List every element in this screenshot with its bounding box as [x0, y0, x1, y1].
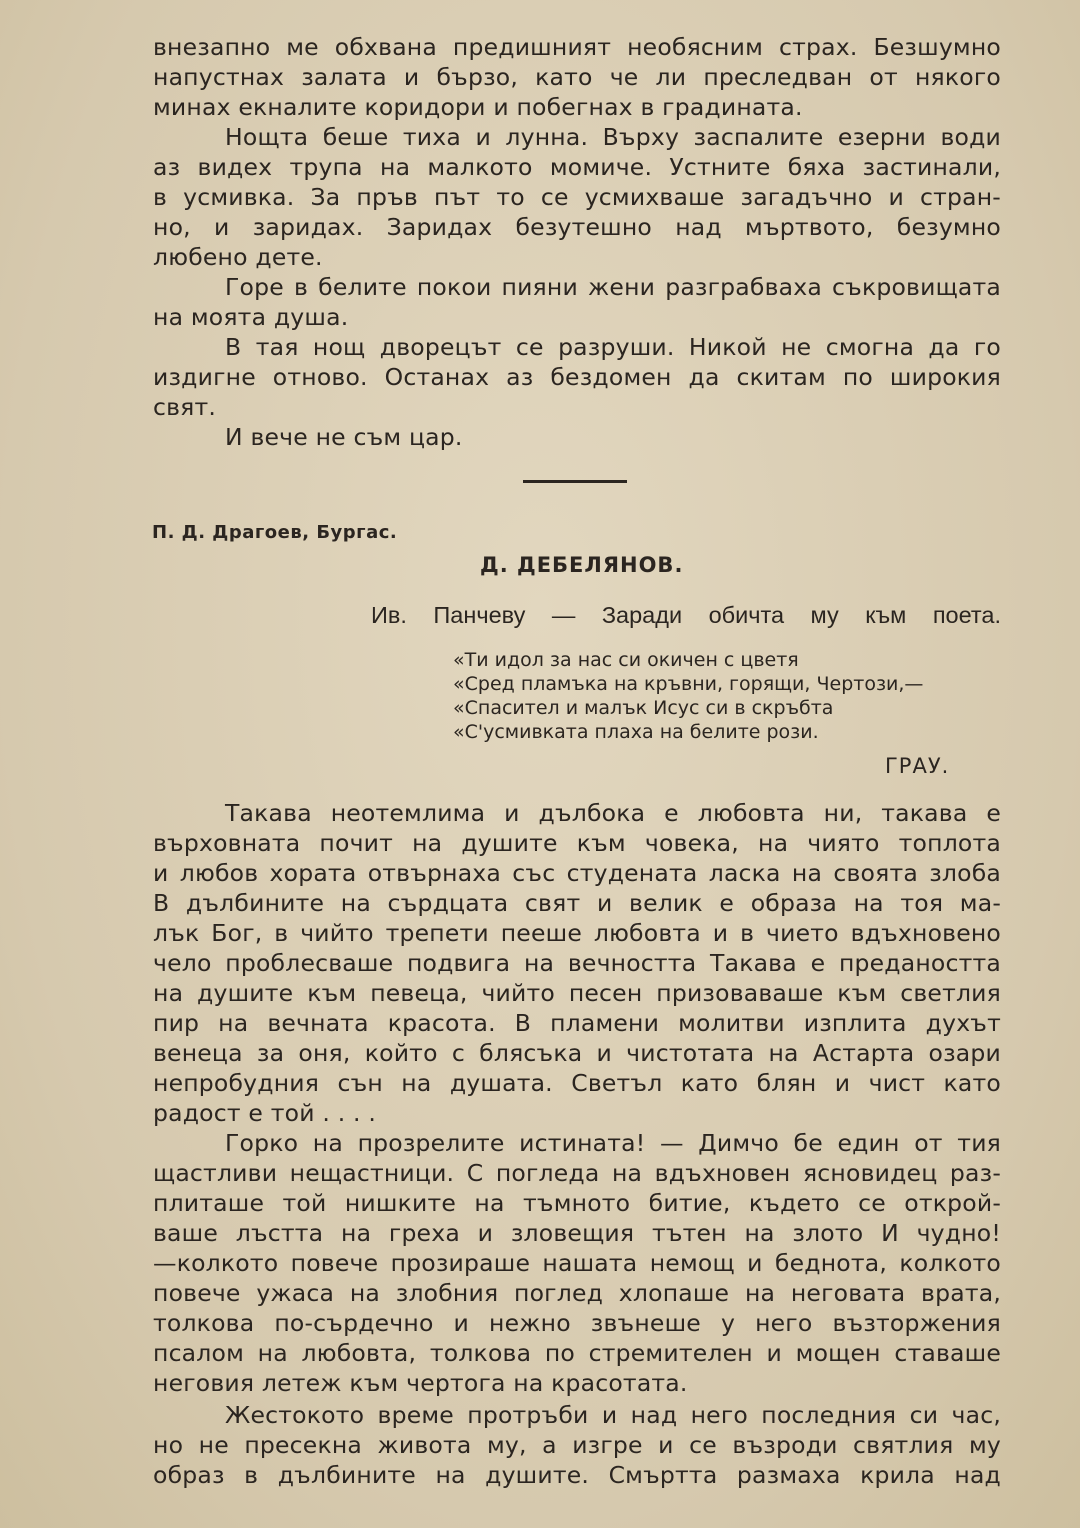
text-line: но, и заридах. Заридах безутешно над мъртвото, безумно: [153, 213, 1001, 241]
text-line: в усмивка. За пръв път то се усмихваше загадъчно и стран-: [153, 183, 1001, 211]
text-line: но не пресекна живота му, а изгре и се възроди святлия му: [153, 1431, 1001, 1459]
text-line: радост е той . . . .: [153, 1099, 377, 1127]
text-line: Жестокото време протръби и над него последния си час,: [225, 1401, 1001, 1429]
text-line: лък Бог, в чийто трепети пееше любовта и в чието вдъхновено: [153, 919, 1001, 947]
article-title: Д. ДЕБЕЛЯНОВ.: [480, 553, 684, 577]
text-line: непробудния сън на душата. Светъл като блян и чист като: [153, 1069, 1001, 1097]
text-line: Горе в белите покои пияни жени разграбваха съкровищата: [225, 273, 1001, 301]
text-line: напустнах залата и бързо, като че ли преследван от някого: [153, 63, 1001, 91]
text-line: И вече не съм цар.: [225, 423, 463, 451]
text-line: В дълбините на сърдцата свят и велик е образа на тоя ма-: [153, 889, 1001, 917]
text-line: и любов хората отвърнаха със студената ласка на своята злоба: [153, 859, 1001, 887]
text-line: повече ужаса на злобния поглед хлопаше на неговата врата,: [153, 1279, 1001, 1307]
text-line: неговия летеж към чертога на красотата.: [153, 1369, 688, 1397]
text-line: толкова по-сърдечно и нежно звънеше у него възторжения: [153, 1309, 1001, 1337]
text-line: Горко на прозрелите истината! — Димчо бе един от тия: [225, 1129, 1001, 1157]
epigraph-line: «Спасител и малък Исус си в скръбта: [453, 697, 834, 719]
text-line: В тая нощ дворецът се разруши. Никой не смогна да го: [225, 333, 1001, 361]
article-author: П. Д. Драгоев, Бургас.: [152, 522, 398, 543]
text-line: аз видех трупа на малкото момиче. Устните бяха застинали,: [153, 153, 1001, 181]
epigraph-author: ГРАУ.: [885, 754, 950, 778]
text-line: чело проблесваше подвига на вечността Такава е предаността: [153, 949, 1001, 977]
text-line: —колкото повече прозираше нашата немощ и беднота, колкото: [153, 1249, 1001, 1277]
epigraph-line: «Ти идол за нас си окичен с цветя: [453, 649, 799, 671]
section-divider: [523, 480, 627, 483]
text-line: любено дете.: [153, 243, 323, 271]
epigraph-line: «Сред пламъка на кръвни, горящи, Чертози,—: [453, 673, 924, 695]
text-line: плиташе той нишките на тъмното битие, където се открой-: [153, 1189, 1001, 1217]
text-line: щастливи нещастници. С погледа на вдъхновен ясновидец раз-: [153, 1159, 1001, 1187]
text-line: свят.: [153, 393, 217, 421]
text-line: псалом на любовта, толкова по стремителен и мощен ставаше: [153, 1339, 1001, 1367]
text-line: Такава неотемлима и дълбока е любовта ни, такава е: [225, 799, 1001, 827]
text-line: издигне отново. Останах аз бездомен да скитам по широкия: [153, 363, 1001, 391]
epigraph-line: «С'усмивката плаха на белите рози.: [453, 721, 819, 743]
text-line: на моята душа.: [153, 303, 349, 331]
text-line: минах екналите коридори и побегнах в градината.: [153, 93, 803, 121]
text-line: върховната почит на душите към човека, на чиято топлота: [153, 829, 1001, 857]
text-line: венеца за оня, който с блясъка и чистотата на Астарта озари: [153, 1039, 1001, 1067]
text-line: внезапно ме обхвана предишният необясним страх. Безшумно: [153, 33, 1001, 61]
text-line: Нощта беше тиха и лунна. Върху заспалите езерни води: [225, 123, 1001, 151]
text-line: пир на вечната красота. В пламени молитви изплита духът: [153, 1009, 1001, 1037]
dedication: Ив. Панчеву — Заради обичта му към поета.: [371, 602, 1001, 628]
text-line: на душите към певеца, чийто песен призоваваше към светлия: [153, 979, 1001, 1007]
text-line: образ в дълбините на душите. Смъртта размаха крила над: [153, 1461, 1001, 1489]
text-line: ваше лъстта на греха и зловещия тътен на злото И чудно!: [153, 1219, 1001, 1247]
